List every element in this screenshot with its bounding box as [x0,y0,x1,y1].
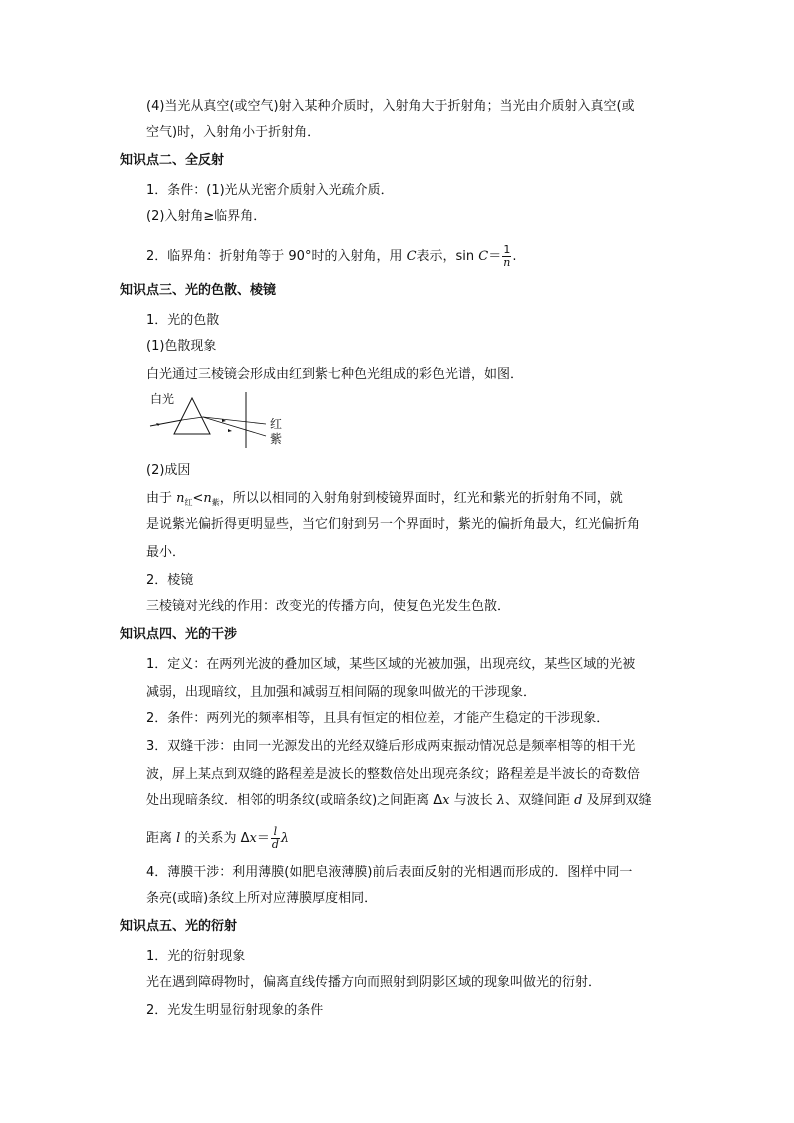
dispersion-item-1: 1．光的色散 [146,313,220,328]
fraction-numerator-l: l [271,826,280,839]
cause-line-2: 是说紫光偏折得更明显些，当它们射到另一个界面时，紫光的偏折角最大，红光偏折角 [146,517,641,532]
fraction-l-over-d [271,826,280,851]
less-than: < [192,491,204,506]
fraction-denominator: n [503,256,511,269]
ds3-text-a: 处出现暗条纹．相邻的明条纹(或暗条纹)之间距离 Δ [146,793,443,808]
violet-ray [203,417,266,436]
cause-text-a: 由于 [146,491,177,506]
critical-angle-text: 2．临界角：折射角等于 90°时的入射角，用 [146,249,407,264]
sub-red: 红 [184,498,193,507]
section-heading-interference: 知识点四、光的干涉 [120,627,238,642]
section-heading-dispersion: 知识点三、光的色散、棱镜 [120,283,277,298]
var-l: l [176,831,181,846]
refraction-note-line1: (4)当光从真空(或空气)射入某种介质时，入射角大于折射角；当光由介质射入真空(或 [146,99,635,114]
ds4-text-b: 的关系为 Δ [180,831,250,846]
thin-film-line-2: 条亮(或暗)条纹上所对应薄膜厚度相同． [146,891,378,906]
refraction-note-line2: 空气)时，入射角小于折射角． [146,125,321,140]
sub-violet: 紫 [211,498,220,507]
section-heading-diffraction: 知识点五、光的衍射 [120,919,238,934]
ds3-text-b: 与波长 [449,793,497,808]
var-lambda: λ [496,793,506,808]
equals-sign: ＝ [488,249,502,264]
cause-line-3: 最小． [146,545,186,560]
label-white-light: 白光 [150,392,175,406]
ds3-text-e: 及屏到双缝 [582,793,652,808]
double-slit-line-2: 波，屏上某点到双缝的路程差是波长的整数倍处出现亮条纹；路程差是半波长的奇数倍 [146,767,641,782]
interference-def-1: 1．定义：在两列光波的叠加区域，某些区域的光被加强，出现亮纹，某些区域的光被 [146,657,636,672]
section-heading-total-reflection: 知识点二、全反射 [120,153,225,168]
diffraction-item-1: 1．光的衍射现象 [146,949,246,964]
diffraction-description: 光在遇到障碍物时，偏离直线传播方向而照射到阴影区域的现象叫做光的衍射． [146,975,602,990]
ds4-text-a: 距离 [146,831,177,846]
label-red: 红 [270,417,283,431]
cause-line-1 [146,490,623,509]
ds3-text-c: 、双缝间距 [505,793,575,808]
var-d: d [574,793,583,808]
var-x: x [442,793,450,808]
critical-angle-text-2: 表示，sin [416,249,479,264]
label-violet: 紫 [270,432,283,446]
prism-dispersion-figure [146,390,296,450]
prism-shape [174,398,210,434]
equals-sign-2: ＝ [256,831,270,846]
var-x-2: x [249,831,257,846]
period: . [512,249,517,264]
dispersion-description: 白光通过三棱镜会形成由红到紫七种色光组成的彩色光谱，如图． [146,367,524,382]
prism-function: 三棱镜对光线的作用：改变光的传播方向，使复色光发生色散． [146,599,511,614]
total-reflection-condition: 1．条件：(1)光从光密介质射入光疏介质． [146,183,394,198]
thin-film-line-1: 4．薄膜干涉：利用薄膜(如肥皂液薄膜)前后表面反射的光相遇而形成的．图样中同一 [146,865,633,880]
double-slit-line-3 [146,792,652,810]
diffraction-item-2: 2．光发生明显衍射现象的条件 [146,1003,324,1018]
prism-item: 2．棱镜 [146,573,194,588]
double-slit-line-4 [146,826,289,851]
fraction-numerator: 1 [503,243,511,256]
interference-def-2: 减弱，出现暗纹，且加强和减弱互相间隔的现象叫做光的干涉现象． [146,685,537,700]
var-n-red: n [176,491,185,506]
cause-text-b: ，所以以相同的入射角射到棱镜界面时，红光和紫光的折射角不同，就 [219,491,623,506]
fraction-denominator-d: d [271,838,279,851]
arrow-violet-icon [228,429,232,432]
double-slit-line-1: 3．双缝干涉：由同一光源发出的光经双缝后形成两束振动情况总是频率相等的相干光 [146,739,636,754]
critical-angle-line [146,244,517,269]
var-n-violet: n [203,491,212,506]
interference-condition: 2．条件：两列光的频率相等，且具有恒定的相位差，才能产生稳定的干涉现象． [146,711,610,726]
red-ray [203,417,266,424]
dispersion-sub-2: (2)成因 [146,463,191,478]
var-c-2: C [478,249,489,264]
fraction-one-over-n [502,244,511,269]
var-lambda-2: λ [280,831,290,846]
refracted-ray [182,417,203,420]
dispersion-sub-1: (1)色散现象 [146,339,217,354]
incident-ray [150,420,182,426]
var-c: C [406,249,417,264]
total-reflection-condition-2: (2)入射角≥临界角． [146,209,267,224]
